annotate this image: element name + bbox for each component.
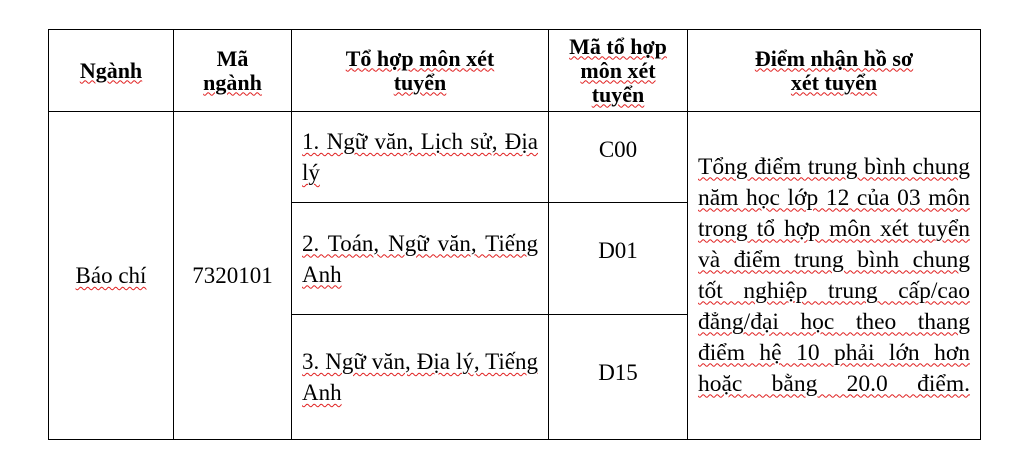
header-score-line2: xét tuyển [790, 69, 878, 95]
header-combination-line1: Tổ hợp môn xét [345, 45, 495, 71]
combination-name: 2. Toán, Ngữ văn, Tiếng Anh [302, 230, 538, 287]
combination-code-cell [549, 203, 688, 315]
major-code: 7320101 [192, 263, 273, 288]
header-major-code-line1: Mã [216, 45, 249, 71]
table-row [49, 112, 981, 203]
combination-code-cell [549, 315, 688, 440]
combination-cell [292, 112, 549, 203]
header-major-label: Ngành [79, 57, 143, 83]
header-combination [292, 30, 549, 112]
score-cell [688, 112, 981, 440]
combination-code-cell [549, 112, 688, 203]
combination-cell [292, 203, 549, 315]
major-cell [49, 112, 174, 440]
major-code-cell [174, 112, 292, 440]
header-combination-code-line2: môn xét [580, 57, 656, 83]
combination-code: C00 [598, 137, 638, 162]
admission-table [48, 29, 981, 440]
combination-name: 1. Ngữ văn, Lịch sử, Địa lý [302, 129, 538, 185]
header-combination-code-line3: tuyển [591, 81, 645, 107]
header-combination-code-line1: Mã tổ hợp [569, 33, 667, 59]
header-score-line1: Điểm nhận hồ sơ [754, 45, 914, 71]
combination-name: 3. Ngữ văn, Địa lý, Tiếng Anh [302, 349, 538, 405]
score-requirement: Tổng điểm trung bình chung năm học lớp 12 của 03 môn trong tổ hợp môn xét tuyển và điểm trung bình chung tốt nghiệp trung cấp/cao đẳng/đại học theo thang điểm hệ 10 phải lớn hơn hoặc bằng 20.0 điểm. [698, 153, 970, 397]
header-major-code [174, 30, 292, 112]
header-major-code-line2: ngành [203, 69, 262, 95]
major-name: Báo chí [75, 263, 147, 288]
header-combination-code [549, 30, 688, 112]
header-combination-line2: tuyển [393, 69, 447, 95]
header-major [49, 30, 174, 112]
combination-cell [292, 315, 549, 440]
combination-code: D01 [598, 238, 638, 263]
header-row [49, 30, 981, 112]
combination-code: D15 [598, 360, 638, 385]
header-score [688, 30, 981, 112]
